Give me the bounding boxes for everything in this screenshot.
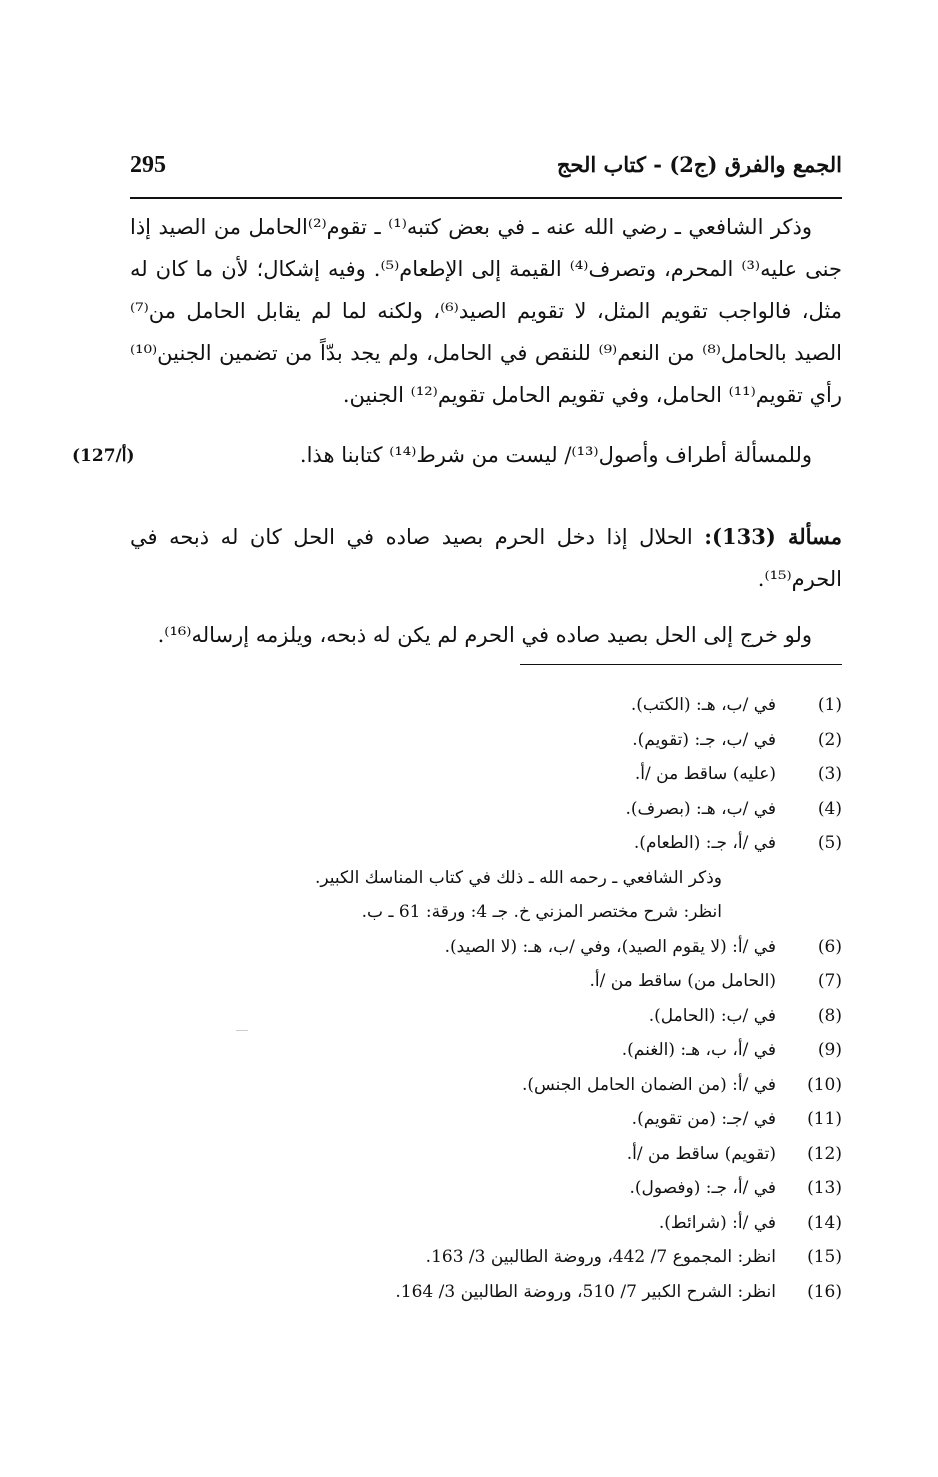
footnote	[142, 1137, 842, 1172]
footnote-number: (5)	[817, 833, 842, 853]
footnote	[142, 792, 842, 827]
footnote-text: في /ب، جـ: (تقويم).	[632, 729, 776, 750]
footnote-text: انظر: الشرح الكبير 7/ 510، وروضة الطالبين 3/ 164.	[395, 1281, 776, 1302]
paragraph-4: ولو خرج إلى الحل بصيد صاده في الحرم لم يكن له ذبحه، ويلزمه إرساله⁽¹⁶⁾.	[157, 623, 812, 647]
footnote-text: في /ب: (الحامل).	[648, 1005, 776, 1026]
footnote-number: (7)	[817, 971, 842, 991]
paragraph-1: وذكر الشافعي ـ رضي الله عنه ـ في بعض كتبه⁽¹⁾ ـ تقوم⁽²⁾الحامل من الصيد إذا جنى عليه⁽³⁾ المحرم، وتصرف⁽⁴⁾ القيمة إلى الإطعام⁽⁵⁾. وفيه إشكال؛ لأن ما كان له مثل، فالواجب تقويم المثل، لا تقويم الصيد⁽⁶⁾، ولكنه لما لم يقابل الحامل من⁽⁷⁾ الصيد بالحامل⁽⁸⁾ من النعم⁽⁹⁾ للنقص في الحامل، ولم يجد بدّاً من تضمين الجنين⁽¹⁰⁾ رأي تقويم⁽¹¹⁾ الحامل، وفي تقويم الحامل تقويم⁽¹²⁾ الجنين.	[130, 215, 843, 407]
footnote-rule	[520, 664, 842, 665]
footnote	[142, 688, 842, 723]
footnote	[142, 1275, 842, 1310]
footnote-number: (12)	[807, 1143, 842, 1164]
footnote-text: في /أ: (من الضمان الحامل الجنس).	[521, 1074, 776, 1095]
footnote-text: في /أ، ب، هـ: (الغنم).	[621, 1040, 776, 1060]
footnote	[142, 1171, 842, 1206]
footnote-number: (16)	[807, 1281, 842, 1302]
footnote-text: في /ب، هـ: (الكتب).	[630, 695, 776, 715]
footnote	[142, 964, 842, 999]
footnote	[142, 723, 842, 758]
footnote-number: (10)	[807, 1074, 842, 1095]
footnote-text: في /جـ: (من تقويم).	[631, 1109, 776, 1129]
footnote-text: (تقويم) ساقط من /أ.	[626, 1143, 776, 1164]
footnote-continuation: وذكر الشافعي ـ رحمه الله ـ ذلك في كتاب المناسك الكبير.	[314, 867, 722, 888]
footnote-text: في /أ، جـ: (وفصول).	[629, 1178, 776, 1198]
page-number: 295	[130, 152, 166, 178]
footnote-text: (عليه) ساقط من /أ.	[634, 764, 776, 784]
footnote	[142, 1102, 842, 1137]
scan-mark	[236, 1030, 248, 1031]
footnote-text: (الحامل من) ساقط من /أ.	[589, 971, 776, 991]
footnote-text: في /أ، جـ: (الطعام).	[633, 833, 776, 853]
paragraph-2: وللمسألة أطراف وأصول⁽¹³⁾/ ليست من شرط⁽¹⁴⁾ كتابنا هذا.	[299, 443, 812, 467]
footnote-number: (11)	[807, 1109, 842, 1129]
footnote	[142, 930, 842, 965]
footnote	[142, 1240, 842, 1275]
footnote	[142, 1033, 842, 1068]
footnote-number: (6)	[817, 936, 842, 957]
footnote-number: (14)	[807, 1212, 842, 1233]
footnote	[142, 1206, 842, 1241]
issue-text: الحلال إذا دخل الحرم بصيد صاده في الحل كان له ذبحه في الحرم⁽¹⁵⁾.	[130, 525, 842, 591]
footnote-text: في /ب، هـ: (بصرف).	[625, 798, 776, 819]
footnote-number: (2)	[817, 729, 842, 750]
footnote-text: في /أ: (شرائط).	[658, 1212, 776, 1233]
issue-133	[130, 516, 842, 600]
footnote	[142, 757, 842, 792]
footnote-number: (3)	[817, 764, 842, 784]
issue-label: مسألة (133):	[704, 524, 842, 549]
footnote-number: (13)	[807, 1178, 842, 1198]
running-title: الجمع والفرق (ج2) - كتاب الحج	[556, 152, 842, 177]
page-header	[130, 150, 842, 190]
manuscript-folio-ref: (127/أ)	[72, 446, 135, 466]
footnote	[142, 826, 842, 861]
footnote-continuation: انظر: شرح مختصر المزني خ. جـ 4: ورقة: 61 ـ ب.	[361, 902, 722, 922]
footnote-number: (1)	[817, 695, 842, 715]
header-rule	[130, 197, 842, 199]
footnote-number: (8)	[817, 1005, 842, 1026]
footnote-number: (15)	[807, 1247, 842, 1267]
footnote-text: في /أ: (لا يقوم الصيد)، وفي /ب، هـ: (لا الصيد).	[444, 936, 776, 957]
footnotes	[142, 688, 842, 1309]
footnote-number: (9)	[817, 1040, 842, 1060]
footnote-text: انظر: المجموع 7/ 442، وروضة الطالبين 3/ 163.	[425, 1247, 776, 1267]
footnote	[142, 999, 842, 1034]
footnote-number: (4)	[817, 798, 842, 819]
footnote	[142, 1068, 842, 1103]
